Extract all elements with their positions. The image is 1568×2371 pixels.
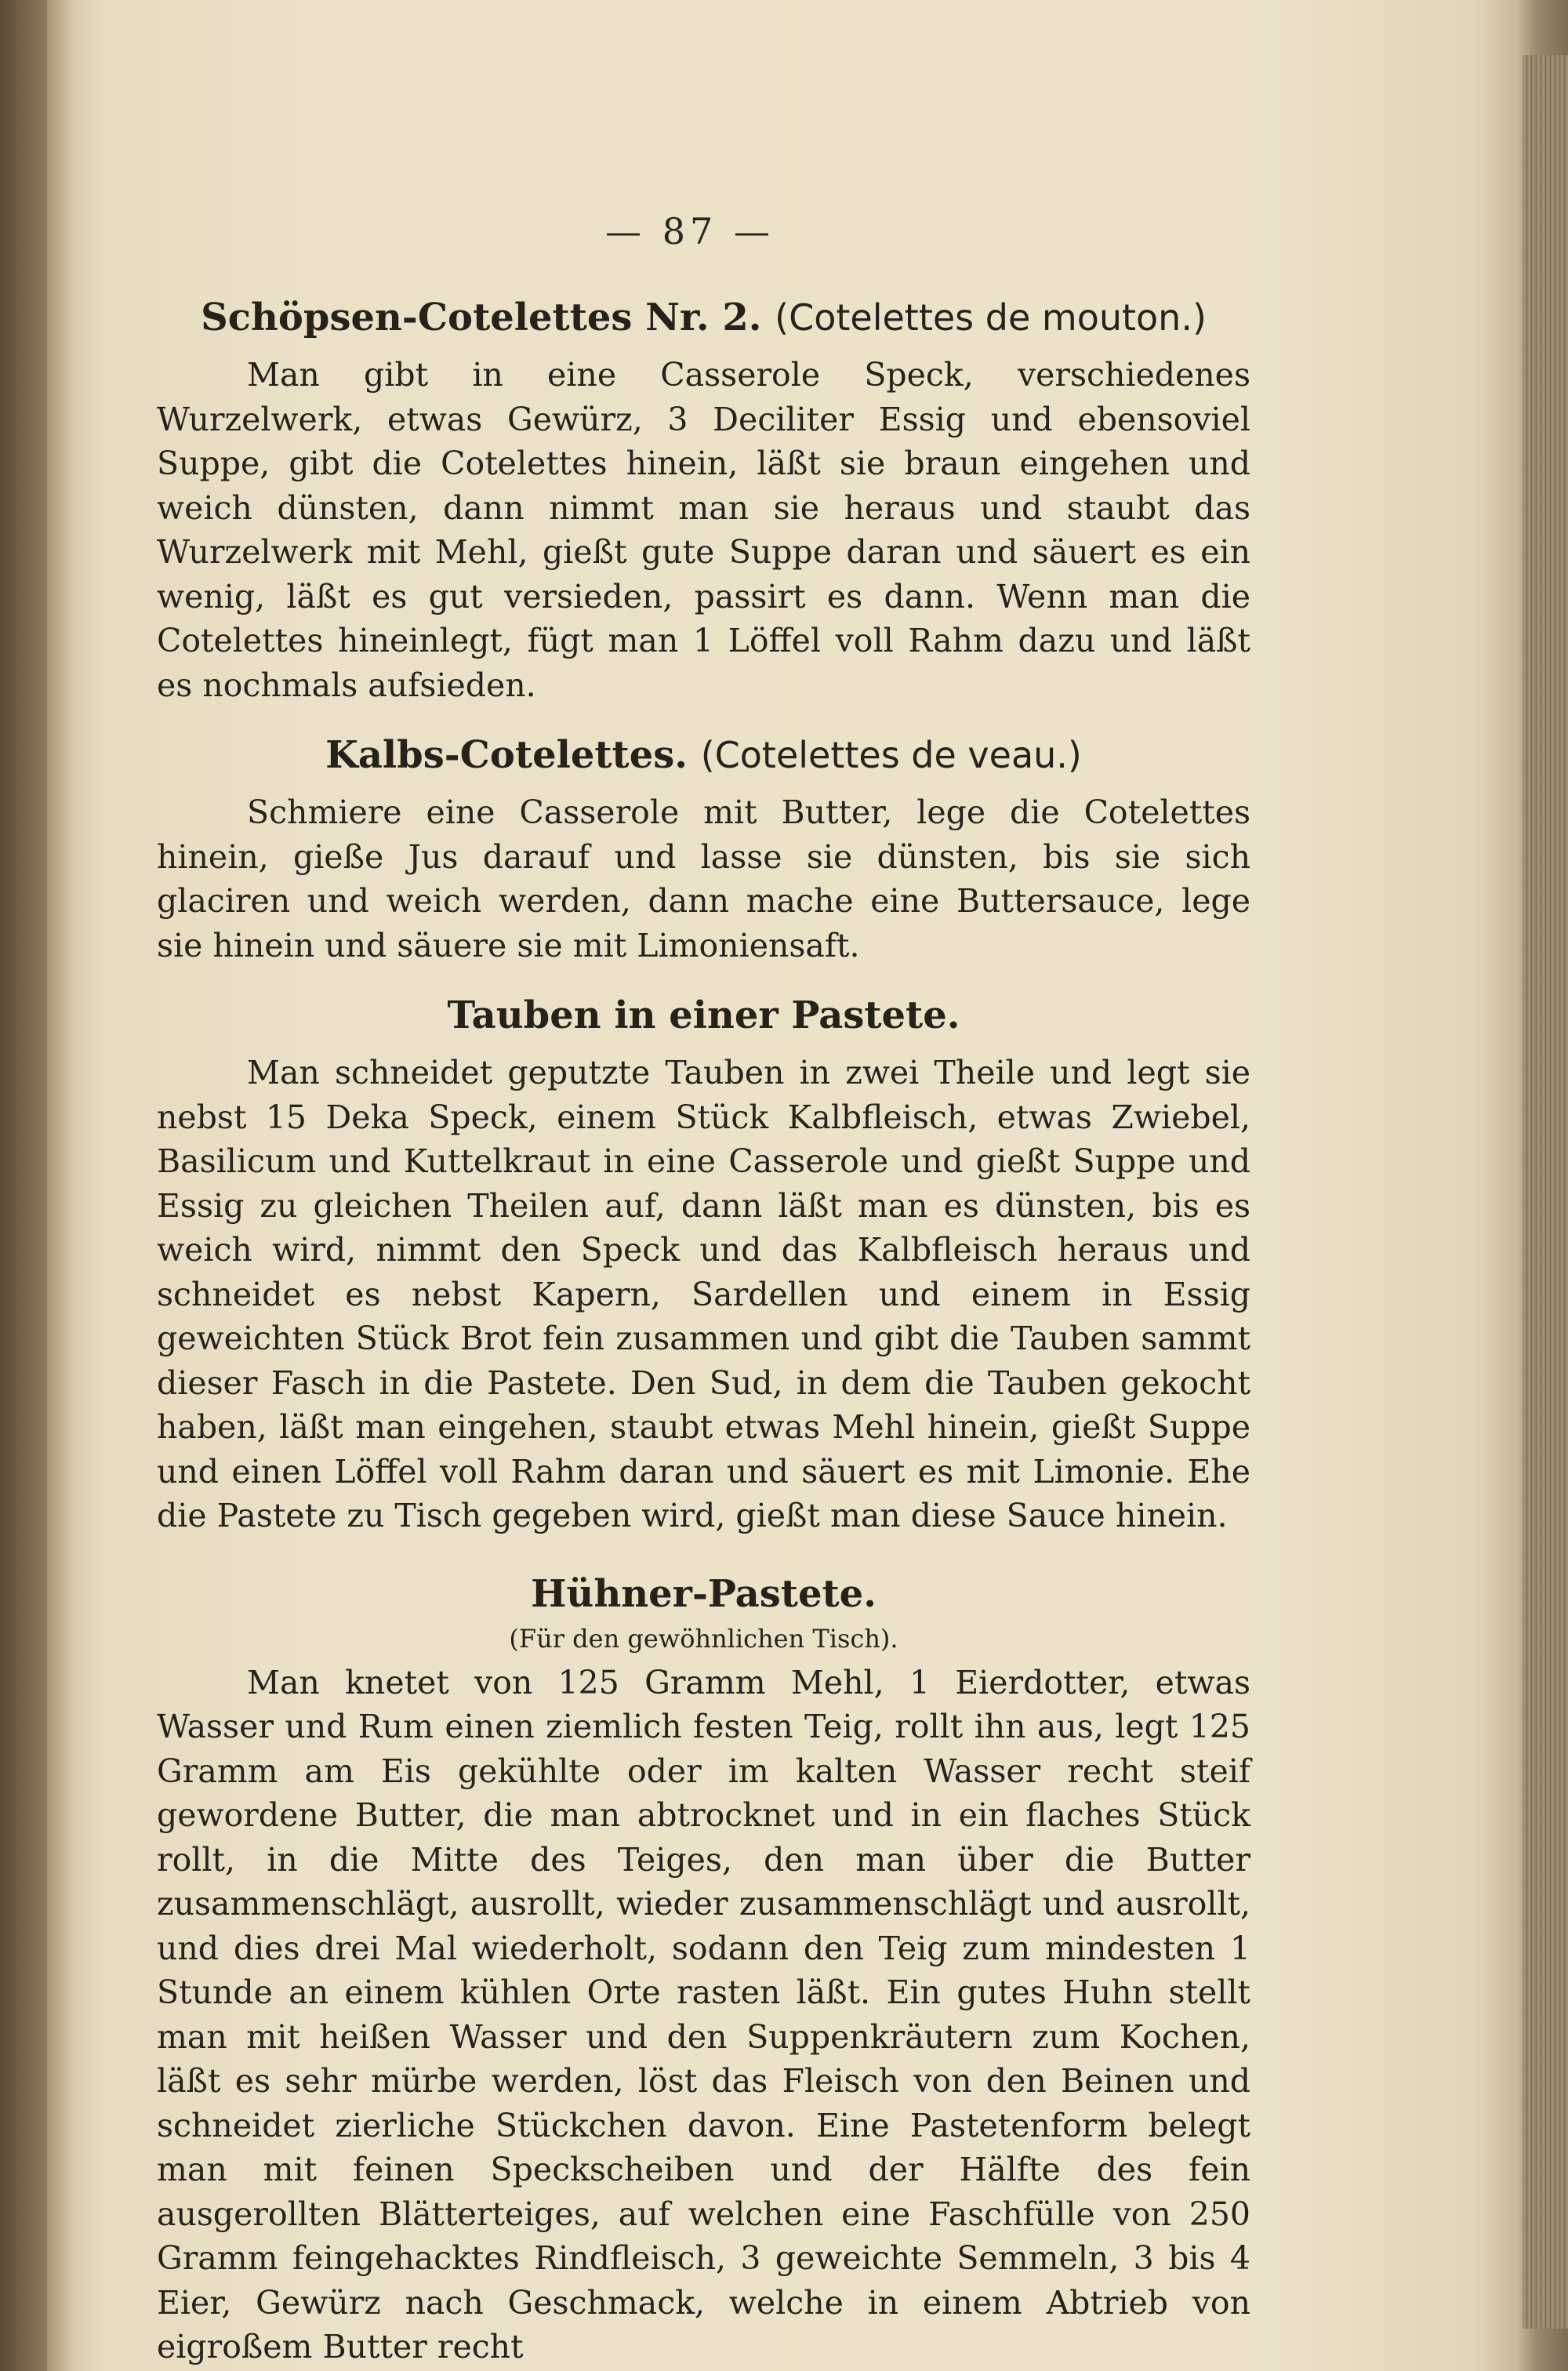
section-heading-tauben xyxy=(157,991,1250,1040)
section-body: Man knetet von 125 Gramm Mehl, 1 Eierdotter, etwas Wasser und Rum einen ziemlich festen Teig, rollt ihn aus, legt 125 Gramm am Eis gekühlte oder im kalten Wasser recht steif gewordene Butter, die man abtrocknet und in ein flaches Stück rollt, in die Mitte des Teiges, den man über die Butter zusammenschlägt, ausrollt, wieder zusammenschlägt und ausrollt, und dies drei Mal wiederholt, sodann den Teig zum mindesten 1 Stunde an einem kühlen Orte rasten läßt. Ein gutes Huhn stellt man mit heißen Wasser und den Suppenkräutern zum Kochen, läßt es sehr mürbe werden, löst das Fleisch von den Beinen und schneidet zierliche Stückchen davon. Eine Pastetenform belegt man mit feinen Speckscheiben und der Hälfte des fein ausgerollten Blätterteiges, auf welchen eine Faschfülle von 250 Gramm feingehacktes Rindfleisch, 3 geweichte Semmeln, 3 bis 4 Eier, Gewürz nach Geschmack, welche in einem Abtrieb von eigroßem Butter recht xyxy=(157,1663,1250,2366)
section-heading-schoepsen xyxy=(157,293,1250,342)
section-title: Tauben in einer Pastete. xyxy=(447,993,960,1037)
section-heading-kalbs xyxy=(157,731,1250,779)
section-note: (Für den gewöhnlichen Tisch). xyxy=(509,1623,898,1654)
section-title: Kalbs-Cotelettes. xyxy=(325,733,688,777)
section-body: Man schneidet geputzte Tauben in zwei Theile und legt sie nebst 15 Deka Speck, einem Stück Kalbfleisch, etwas Zwiebel, Basilicum und Kuttelkraut in eine Casserole und gießt Suppe und Essig zu gleichen Theilen auf, dann läßt man es dünsten, bis es weich wird, nimmt den Speck und das Kalbfleisch heraus und schneidet es nebst Kapern, Sardellen und einem in Essig geweichten Stück Brot fein zusammen und gibt die Tauben sammt dieser Fasch in die Pastete. Den Sud, in dem die Tauben gekocht haben, läßt man eingehen, staubt etwas Mehl hinein, gießt Suppe und einen Löffel voll Rahm daran und säuert es mit Limonie. Ehe die Pastete zu Tisch gegeben wird, gießt man diese Sauce hinein. xyxy=(157,1054,1250,1534)
page-edges xyxy=(1523,55,1568,2329)
section-title: Hühner-Pastete. xyxy=(531,1571,877,1616)
section-title-french: (Cotelettes de mouton.) xyxy=(775,296,1207,339)
section-title: Schöpsen-Cotelettes Nr. 2. xyxy=(201,296,762,339)
section-title-french: (Cotelettes de veau.) xyxy=(700,734,1082,776)
page-text xyxy=(157,282,1250,2369)
page-number: — 87 — xyxy=(605,210,775,252)
section-body: Schmiere eine Casserole mit Butter, lege die Cotelettes hinein, gieße Jus darauf und lasse sie dünsten, bis sie sich glaciren und weich werden, dann mache eine Buttersauce, lege sie hinein und säuere sie mit Limoniensaft. xyxy=(157,793,1250,964)
section-body: Man gibt in eine Casserole Speck, verschiedenes Wurzelwerk, etwas Gewürz, 3 Deciliter Essig und ebensoviel Suppe, gibt die Cotelettes hinein, läßt sie braun eingehen und weich dünsten, dann nimmt man sie heraus und staubt das Wurzelwerk mit Mehl, gießt gute Suppe daran und säuert es ein wenig, läßt es gut versieden, passirt es dann. Wenn man die Cotelettes hineinlegt, fügt man 1 Löffel voll Rahm dazu und läßt es nochmals aufsieden. xyxy=(157,356,1250,704)
section-heading-huehner xyxy=(157,1570,1250,1618)
left-page-edge xyxy=(0,0,47,2371)
